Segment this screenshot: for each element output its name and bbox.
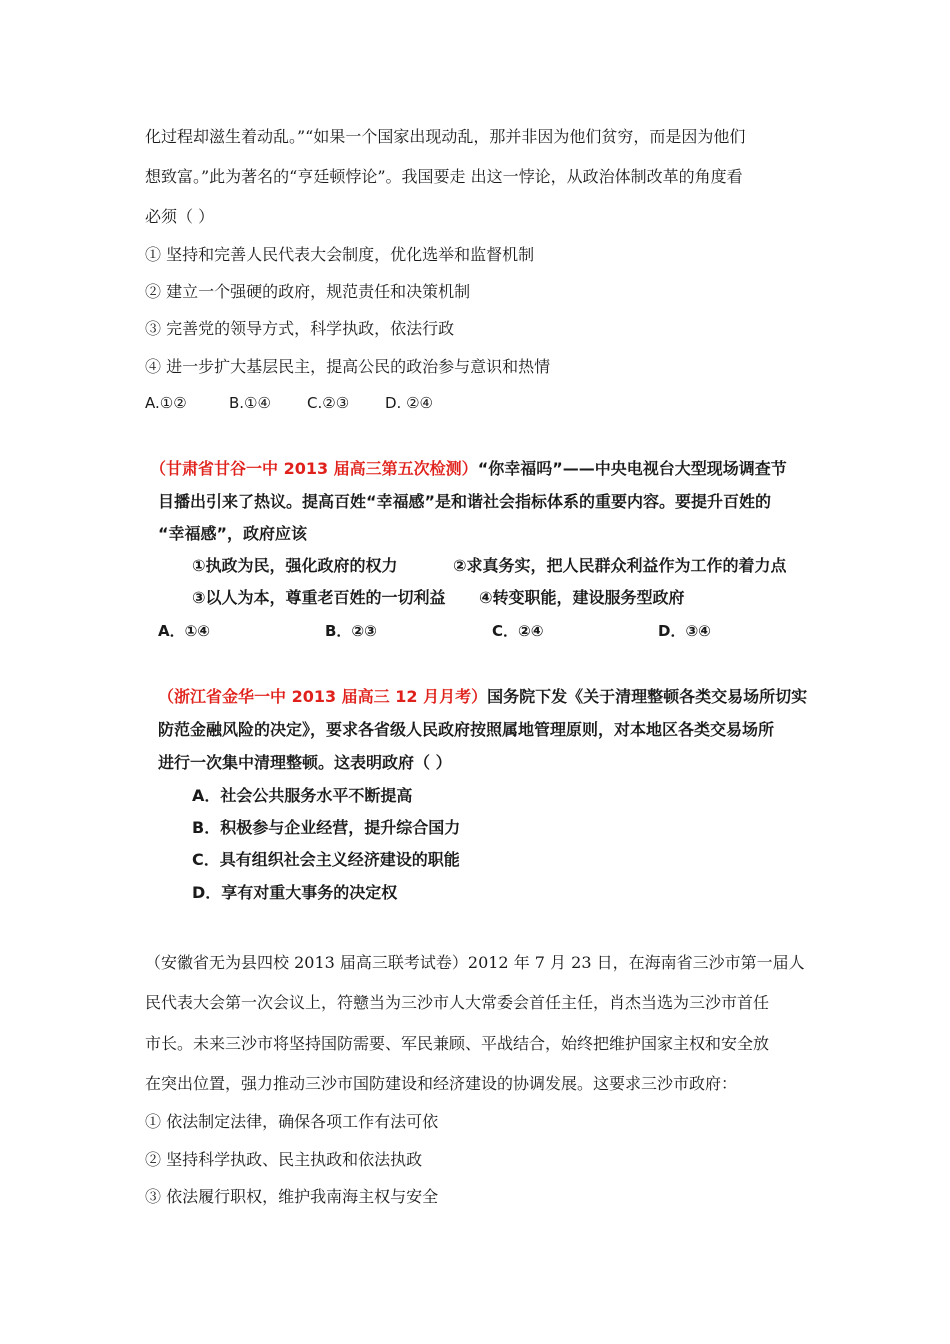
q1-option-2: ② 建立一个强硬的政府，规范责任和决策机制 [145, 282, 471, 301]
q1-line-3: 必须（ ） [145, 207, 215, 226]
q2-option-3: ③以人为本，尊重老百姓的一切利益 [192, 588, 446, 607]
q4-line-1: （安徽省无为县四校 2013 届高三联考试卷）2012 年 7 月 23 日，在海南省三沙市第一届人 [145, 953, 805, 972]
q2-choices [158, 620, 711, 642]
q4-option-2: ② 坚持科学执政、民主执政和依法执政 [145, 1150, 423, 1169]
q2-option-2: ②求真务实，把人民群众利益作为工作的着力点 [453, 556, 787, 575]
q1-choice-d: D. ②④ [385, 394, 433, 412]
q1-line-2: 想致富。”此为著名的“亨廷顿悖论”。我国要走 出这一悖论，从政治体制改革的角度看 [145, 167, 743, 186]
q3-option-a: A．社会公共服务水平不断提高 [192, 786, 413, 805]
q3-source: （浙江省金华一中 2013 届高三 12 月月考） [158, 687, 488, 706]
q3-option-d: D．享有对重大事务的决定权 [192, 883, 398, 902]
q2-options-row-2 [192, 587, 685, 609]
q1-option-4: ④ 进一步扩大基层民主，提高公民的政治参与意识和热情 [145, 357, 551, 376]
q1-option-1: ① 坚持和完善人民代表大会制度，优化选举和监督机制 [145, 245, 535, 264]
q2-line-1-rest: “你幸福吗”——中央电视台大型现场调查节 [477, 459, 787, 478]
q2-choice-d: D．③④ [658, 622, 711, 640]
q1-choice-b: B.①④ [229, 394, 271, 412]
q4-line-3: 市长。未来三沙市将坚持国防需要、军民兼顾、平战结合，始终把维护国家主权和安全放 [145, 1034, 770, 1053]
q4-line-4: 在突出位置，强力推动三沙市国防建设和经济建设的协调发展。这要求三沙市政府： [145, 1074, 738, 1093]
q1-choice-a: A.①② [145, 394, 187, 412]
q3-line-1 [158, 686, 807, 708]
q3-option-b: B．积极参与企业经营，提升综合国力 [192, 818, 461, 837]
q2-choice-c: C．②④ [492, 622, 544, 640]
q3-line-2: 防范金融风险的决定》，要求各省级人民政府按照属地管理原则，对本地区各类交易场所 [158, 720, 775, 739]
q2-line-3: “幸福感”，政府应该 [158, 524, 308, 543]
q4-option-1: ① 依法制定法律，确保各项工作有法可依 [145, 1112, 439, 1131]
q1-option-3: ③ 完善党的领导方式，科学执政，依法行政 [145, 319, 455, 338]
q4-line-2: 民代表大会第一次会议上，符戆当为三沙市人大常委会首任主任，肖杰当选为三沙市首任 [145, 993, 770, 1012]
q2-choice-b: B．②③ [325, 622, 377, 640]
q3-option-c: C．具有组织社会主义经济建设的职能 [192, 850, 460, 869]
q1-choices [145, 392, 433, 414]
q2-source: （甘肃省甘谷一中 2013 届高三第五次检测） [150, 459, 478, 478]
q2-option-4: ④转变职能，建设服务型政府 [479, 588, 685, 607]
q3-line-1-rest: 国务院下发《关于清理整顿各类交易场所切实 [487, 687, 808, 706]
q1-line-1: 化过程却滋生着动乱。”“如果一个国家出现动乱，那并非因为他们贫穷，而是因为他们 [145, 127, 746, 146]
q2-options-row-1 [192, 555, 787, 577]
q1-choice-c: C.②③ [307, 394, 350, 412]
q3-line-3: 进行一次集中清理整顿。这表明政府（ ） [158, 753, 452, 772]
q4-option-3: ③ 依法履行职权，维护我南海主权与安全 [145, 1187, 439, 1206]
q2-line-1 [150, 458, 787, 480]
q2-line-2: 目播出引来了热议。提高百姓“幸福感”是和谐社会指标体系的重要内容。要提升百姓的 [158, 492, 772, 511]
q2-choice-a: A．①④ [158, 622, 211, 640]
q2-option-1: ①执政为民，强化政府的权力 [192, 556, 398, 575]
